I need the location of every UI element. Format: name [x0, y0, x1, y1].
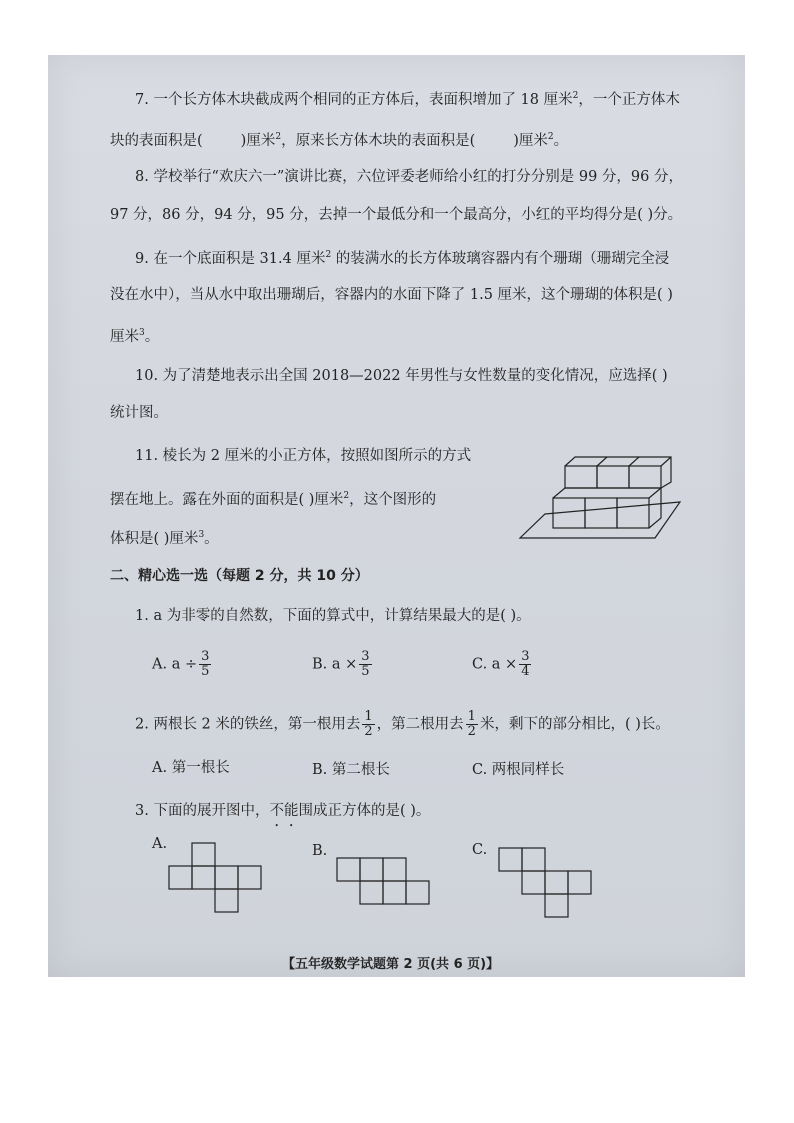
section-2-title: 二、精心选一选（每题 2 分，共 10 分） — [110, 568, 369, 584]
mc3-option-b-label: B. — [312, 843, 328, 859]
q11-line1: 11. 棱长为 2 厘米的小正方体，按照如图所示的方式 — [135, 448, 472, 464]
mc3-option-c-label: C. — [472, 842, 488, 858]
mc3-stem: 3. 下面的展开图中，不能围成正方体的是( )。 — [135, 803, 431, 819]
mc2-option-c: C. 两根同样长 — [472, 762, 565, 778]
q7-line2: 块的表面积是( )厘米$^2$，原来长方体木块的表面积是( )厘米$^2$。 — [110, 132, 569, 149]
mc1-option-b: B. a × $\frac{3}{5}$ — [312, 649, 370, 679]
page-footer: 【五年级数学试题第 2 页(共 6 页)】 — [282, 957, 500, 972]
q11-line2: 摆在地上。露在外面的面积是( )厘米$^2$，这个图形的 — [110, 491, 437, 508]
q9-line1: 9. 在一个底面积是 31.4 厘米$^2$ 的装满水的长方体玻璃容器内有个珊瑚（珊瑚完全浸 — [135, 250, 670, 267]
cube-net-a — [168, 840, 266, 916]
cube-net-c — [498, 845, 596, 921]
mc2-option-a: A. 第一根长 — [152, 760, 230, 776]
q8-line1: 8. 学校举行“欢庆六一”演讲比赛，六位评委老师给小红的打分分别是 99 分，96 分， — [135, 169, 683, 185]
mc1-option-a: A. a ÷ $\frac{3}{5}$ — [152, 649, 210, 679]
q7-line1: 7. 一个长方体木块截成两个相同的正方体后，表面积增加了 18 厘米$^2$，一个正方体木 — [135, 91, 680, 108]
mc1-option-c: C. a × $\frac{3}{4}$ — [472, 649, 530, 679]
mc2-option-b: B. 第二根长 — [312, 762, 390, 778]
mc2-stem: 2. 两根长 2 米的铁丝，第一根用去 $\frac{1}{2}$ ，第二根用去 $\frac{1}{2}$ 米，剩下的部分相比，( )长。 — [135, 709, 670, 739]
q8-line2: 97 分，86 分，94 分，95 分，去掉一个最低分和一个最高分，小红的平均得分是( )分。 — [110, 207, 683, 223]
q9-line3: 厘米$^3$。 — [110, 328, 160, 345]
q10-line1: 10. 为了清楚地表示出全国 2018—2022 年男性与女性数量的变化情况，应选择( ) — [135, 368, 668, 384]
q11-line3: 体积是( )厘米$^3$。 — [110, 530, 219, 547]
mc1-stem: 1. a 为非零的自然数，下面的算式中，计算结果最大的是( )。 — [135, 608, 531, 624]
cube-arrangement-figure — [515, 452, 685, 544]
q10-line2: 统计图。 — [110, 405, 168, 421]
q9-line2: 没在水中），当从水中取出珊瑚后，容器内的水面下降了 1.5 厘米，这个珊瑚的体积是( ) — [110, 287, 673, 303]
mc3-option-a-label: A. — [152, 836, 168, 852]
cube-net-b — [336, 855, 434, 907]
